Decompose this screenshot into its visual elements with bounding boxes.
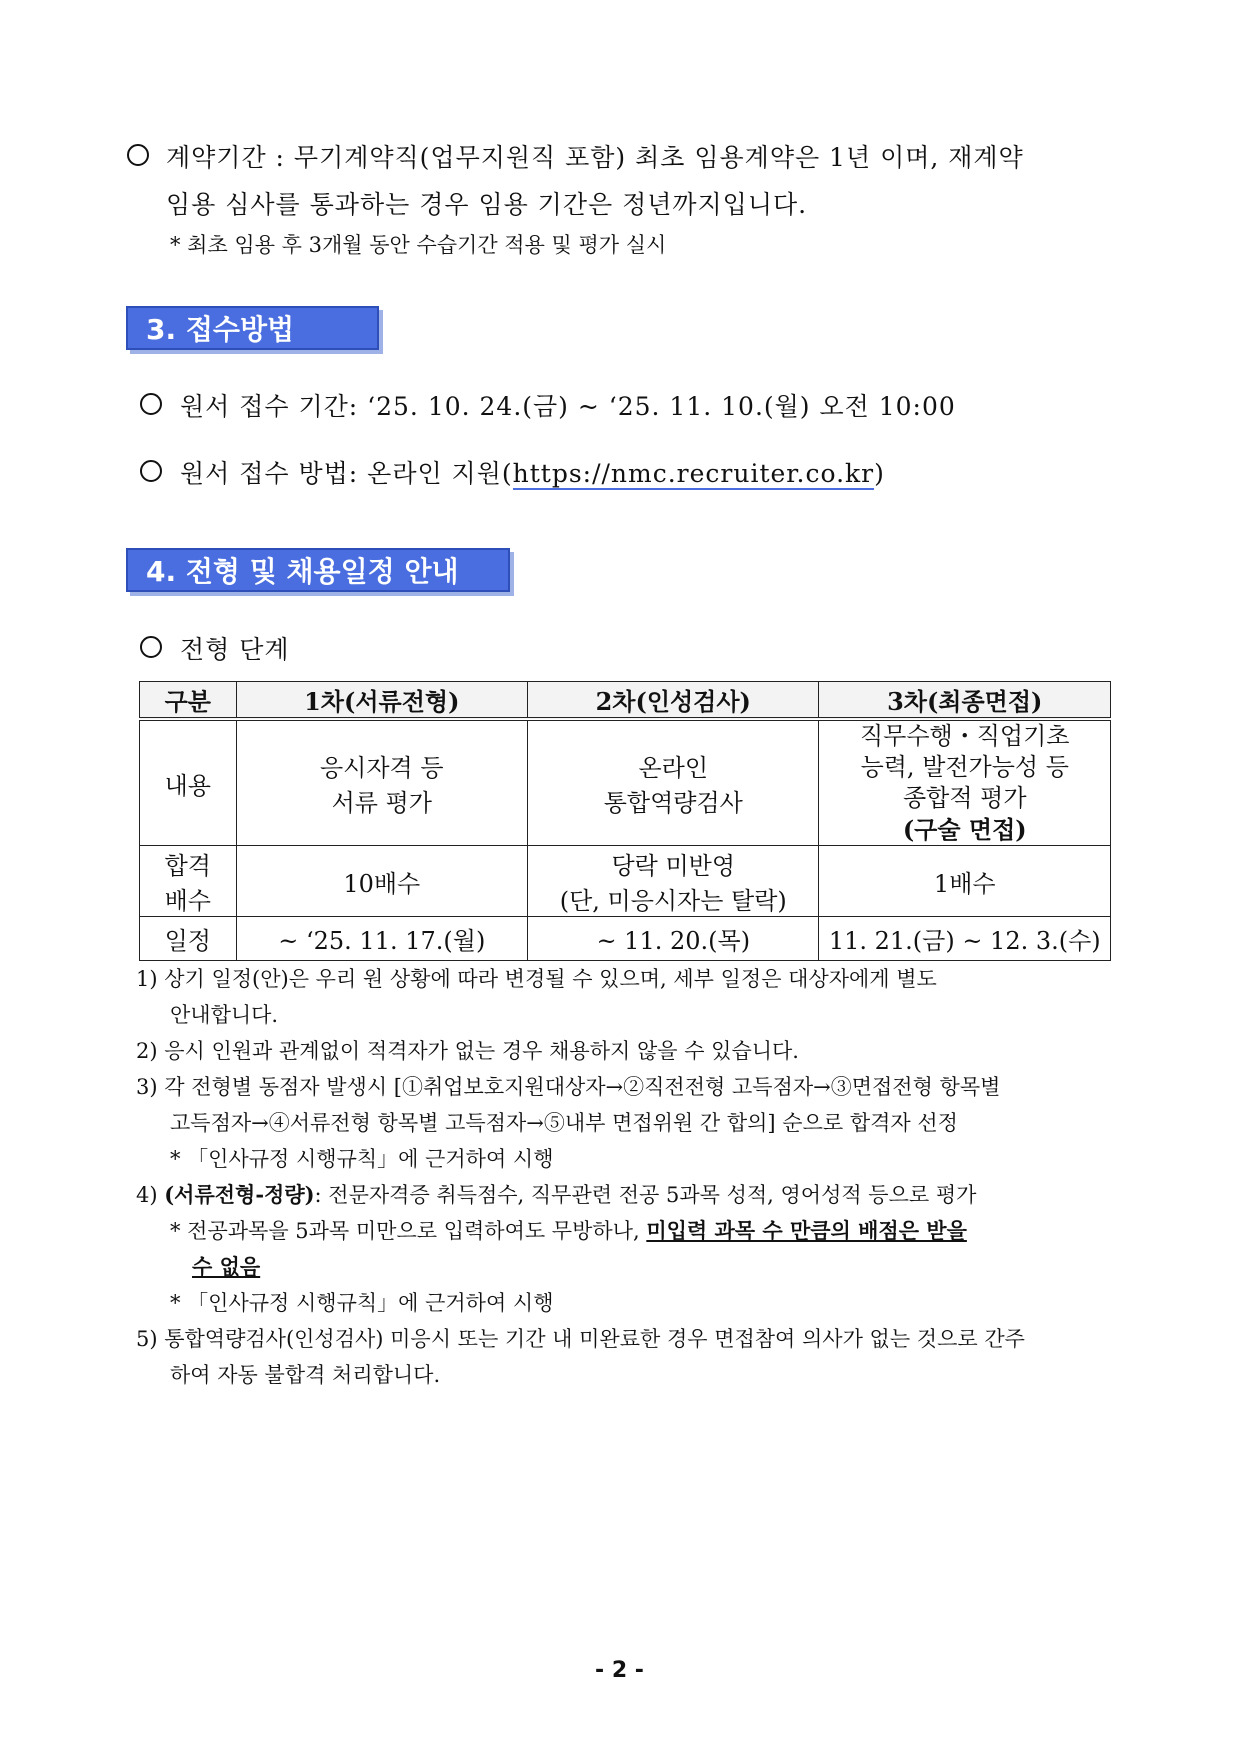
section-4-heading: 4. 전형 및 채용일정 안내 [126,548,510,592]
table-cell: ~ ‘25. 11. 17.(월) [236,917,527,961]
footnote-5-cont: 하여 자동 불합격 처리합니다. [170,1363,441,1387]
application-period: 원서 접수 기간: ‘25. 10. 24.(금) ~ ‘25. 11. 10.(월) 오전 10:00 [180,392,956,421]
table-cell: 응시자격 등 서류 평가 [236,719,527,846]
stage-label: 전형 단계 [180,635,290,664]
table-cell: 1배수 [819,846,1111,917]
contract-line-2: 임용 심사를 통과하는 경우 임용 기간은 정년까지입니다. [166,190,808,219]
table-cell: ~ 11. 20.(목) [528,917,819,961]
footnote-3-cont: 고득점자→④서류전형 항목별 고득점자→⑤내부 면접위원 간 합의] 순으로 합격자 선정 [170,1111,958,1135]
table-cell: 11. 21.(금) ~ 12. 3.(수) [819,917,1111,961]
table-cell: 당락 미반영 (단, 미응시자는 탈락) [528,846,819,917]
table-row [140,846,1111,917]
row-label: 일정 [140,917,237,961]
footnote-4-note: * 전공과목을 5과목 미만으로 입력하여도 무방하나, 미입력 과목 수 만큼의 배점은 받을 [170,1218,967,1243]
footnote-5: 5) 통합역량검사(인성검사) 미응시 또는 기간 내 미완료한 경우 면접참여 의사가 없는 것으로 간주 [136,1327,1025,1351]
footnote-4-note-cont: 수 없음 [192,1254,261,1279]
bullet-circle-icon [140,636,162,658]
contract-line-1: 계약기간 : 무기계약직(업무지원직 포함) 최초 임용계약은 1년 이며, 재계약 [166,143,1024,172]
bullet-circle-icon [140,460,162,482]
footnote-3-note: * 「인사규정 시행규칙」에 근거하여 시행 [170,1147,554,1171]
table-cell: 10배수 [236,846,527,917]
table-header-row [140,682,1111,720]
table-row [140,917,1111,961]
page-number: - 2 - [595,1658,644,1683]
row-label: 내용 [140,719,237,846]
footnote-4-note-2: * 「인사규정 시행규칙」에 근거하여 시행 [170,1291,554,1315]
selection-schedule-table [139,681,1111,961]
contract-note: * 최초 임용 후 3개월 동안 수습기간 적용 및 평가 실시 [170,233,667,257]
footnote-2: 2) 응시 인원과 관계없이 적격자가 없는 경우 채용하지 않을 수 있습니다. [136,1039,799,1063]
table-cell: 온라인 통합역량검사 [528,719,819,846]
bullet-circle-icon [127,144,149,166]
table-header: 2차(인성검사) [528,682,819,720]
row-label: 합격 배수 [140,846,237,917]
table-row [140,719,1111,846]
footnote-4: 4) (서류전형-정량): 전문자격증 취득점수, 직무관련 전공 5과목 성적, 영어성적 등으로 평가 [136,1182,977,1207]
footnote-1: 1) 상기 일정(안)은 우리 원 상황에 따라 변경될 수 있으며, 세부 일정은 대상자에게 별도 [136,967,937,991]
table-header: 3차(최종면접) [819,682,1111,720]
recruiter-link[interactable]: https://nmc.recruiter.co.kr [512,459,875,488]
footnote-3: 3) 각 전형별 동점자 발생시 [①취업보호지원대상자→②직전전형 고득점자→③면접전형 항목별 [136,1075,1001,1099]
section-3-heading: 3. 접수방법 [126,306,379,350]
table-header: 1차(서류전형) [236,682,527,720]
bullet-circle-icon [140,393,162,415]
footnote-1-cont: 안내합니다. [170,1003,279,1027]
table-header: 구분 [140,682,237,720]
application-method: 원서 접수 방법: 온라인 지원(https://nmc.recruiter.co.kr) [180,459,885,488]
table-cell: 직무수행・직업기초 능력, 발전가능성 등 종합적 평가 (구술 면접) [819,719,1111,846]
